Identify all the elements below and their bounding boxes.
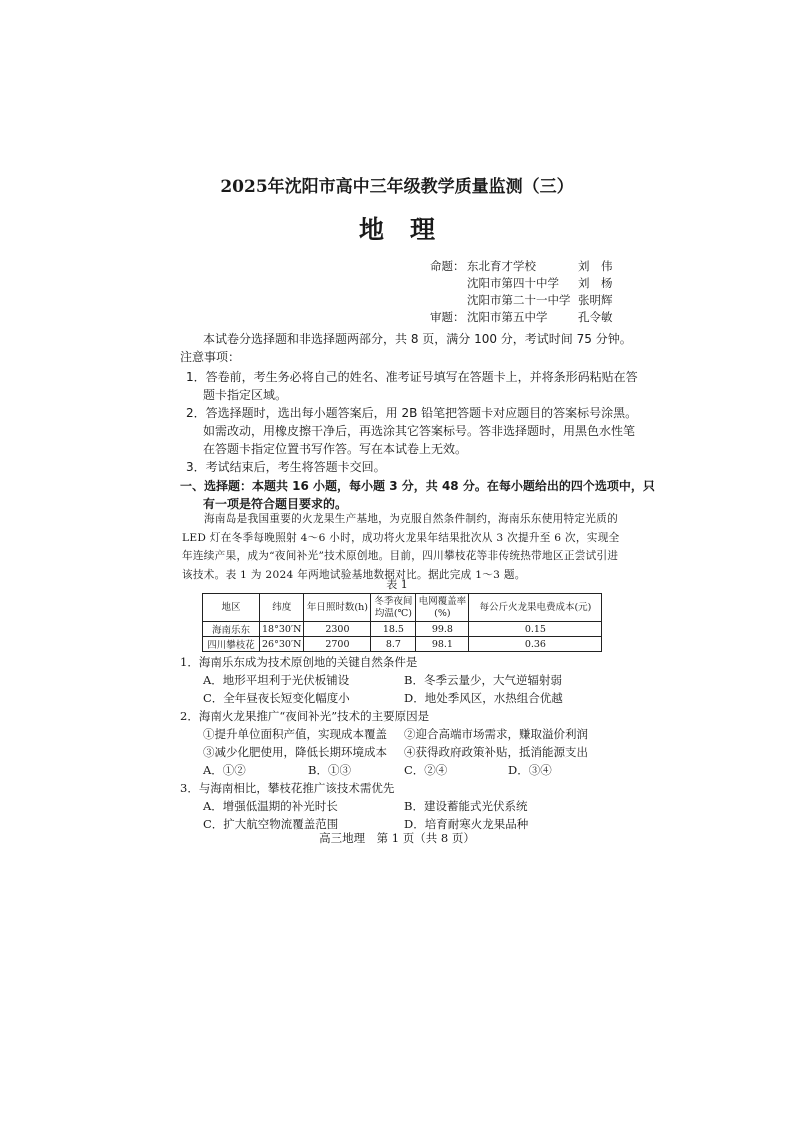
option-b: B．①③	[308, 763, 351, 777]
notice-item: 3．考试结束后，考生将答题卡交回。	[186, 460, 386, 474]
option-d: D．③④	[508, 763, 552, 777]
table-header-cell: 冬季夜间均温(℃)	[371, 594, 416, 622]
page-footer: 高三地理 第 1 页（共 8 页）	[319, 831, 475, 845]
table-cell: 四川攀枝花	[203, 637, 260, 652]
author-name: 孔令敏	[578, 310, 613, 324]
table-cell: 99.8	[416, 622, 469, 637]
question-stem: 2．海南火龙果推广“夜间补光”技术的主要原因是	[180, 709, 430, 723]
author-role: 命题：	[430, 259, 465, 273]
section-heading-cont: 有一项是符合题目要求的。	[203, 497, 348, 511]
author-name: 刘 伟	[578, 259, 613, 273]
table-cell: 26°30′N	[260, 637, 304, 652]
table-header-cell: 电网覆盖率(%)	[416, 594, 469, 622]
author-name: 张明辉	[578, 293, 613, 307]
notice-item: 1．答卷前，考生务必将自己的姓名、准考证号填写在答题卡上，并将条形码粘贴在答	[186, 370, 638, 384]
table-cell: 0.15	[469, 622, 602, 637]
option-a: A．①②	[203, 763, 246, 777]
table-cell: 2300	[304, 622, 371, 637]
table-header-cell: 每公斤火龙果电费成本(元)	[469, 594, 602, 622]
table-cell: 98.1	[416, 637, 469, 652]
author-school: 沈阳市第五中学	[467, 310, 548, 324]
notice-item: 如需改动，用橡皮擦干净后，再选涂其它答案标号。答非选择题时，用黑色水性笔	[203, 424, 636, 438]
author-school: 沈阳市第二十一中学	[467, 293, 571, 307]
notice-item: 2．答选择题时，选出每小题答案后，用 2B 铅笔把答题卡对应题目的答案标号涂黑。	[186, 406, 638, 420]
author-school: 沈阳市第四十中学	[467, 276, 559, 290]
question-stem: 1．海南乐东成为技术原创地的关键自然条件是	[180, 655, 418, 669]
table-cell: 18.5	[371, 622, 416, 637]
option-b: B．建设蓄能式光伏系统	[404, 799, 528, 813]
statement-item: ②迎合高端市场需求，赚取溢价利润	[404, 727, 588, 741]
statement-item: ④获得政府政策补贴，抵消能源支出	[404, 745, 588, 759]
exam-intro: 本试卷分选择题和非选择题两部分，共 8 页，满分 100 分，考试时间 75 分钟。	[203, 332, 632, 346]
statement-item: ③减少化肥使用，降低长期环境成本	[203, 745, 387, 759]
statement-item: ①提升单位面积产值，实现成本覆盖	[203, 727, 387, 741]
option-c: C．扩大航空物流覆盖范围	[203, 817, 339, 831]
table-cell: 海南乐东	[203, 622, 260, 637]
notice-item: 题卡指定区域。	[203, 388, 288, 402]
table-caption: 表 1	[386, 578, 408, 591]
author-school: 东北育才学校	[467, 259, 536, 273]
option-b: B．冬季云量少，大气逆辐射弱	[404, 673, 562, 687]
table-row	[203, 637, 602, 652]
exam-title: 2025年沈阳市高中三年级教学质量监测（三）	[220, 177, 574, 197]
question-stem: 3．与海南相比，攀枝花推广该技术需优先	[180, 781, 395, 795]
option-d: D．培育耐寒火龙果品种	[404, 817, 529, 831]
option-a: A．增强低温期的补光时长	[203, 799, 338, 813]
option-a: A．地形平坦利于光伏板铺设	[203, 673, 350, 687]
table-header-cell: 地区	[203, 594, 260, 622]
table-cell: 2700	[304, 637, 371, 652]
subject-title: 地理	[358, 215, 461, 244]
table-cell: 8.7	[371, 637, 416, 652]
table-cell: 18°30′N	[260, 622, 304, 637]
table-header-row	[203, 594, 602, 622]
author-name: 刘 杨	[578, 276, 613, 290]
table-row	[203, 622, 602, 637]
notice-heading: 注意事项：	[180, 350, 241, 364]
table-header-cell: 年日照时数(h)	[304, 594, 371, 622]
notice-item: 在答题卡指定位置书写作答。写在本试卷上无效。	[203, 442, 468, 456]
option-c: C．②④	[404, 763, 448, 777]
author-role: 审题：	[430, 310, 465, 324]
option-d: D．地处季风区，水热组合优越	[404, 691, 563, 705]
reading-passage: 海南岛是我国重要的火龙果生产基地，为克服自然条件制约，海南乐东使用特定光质的 LED 灯在冬季每晚照射 4～6 小时，成功将火龙果年结果批次从 3 次提升至 6 次，实现全年连续产果，成为“夜间补光”技术原创地。目前，四川攀枝花等非传统热带地区正尝试引进该技术。表 1 为 2024 年两地试验基地数据对比。据此完成 1～3 题。	[182, 513, 620, 581]
table-cell: 0.36	[469, 637, 602, 652]
data-table	[202, 593, 602, 652]
table-header-cell: 纬度	[260, 594, 304, 622]
option-c: C．全年昼夜长短变化幅度小	[203, 691, 350, 705]
section-heading: 一、选择题：本题共 16 小题，每小题 3 分，共 48 分。在每小题给出的四个选项中，只	[180, 479, 655, 493]
